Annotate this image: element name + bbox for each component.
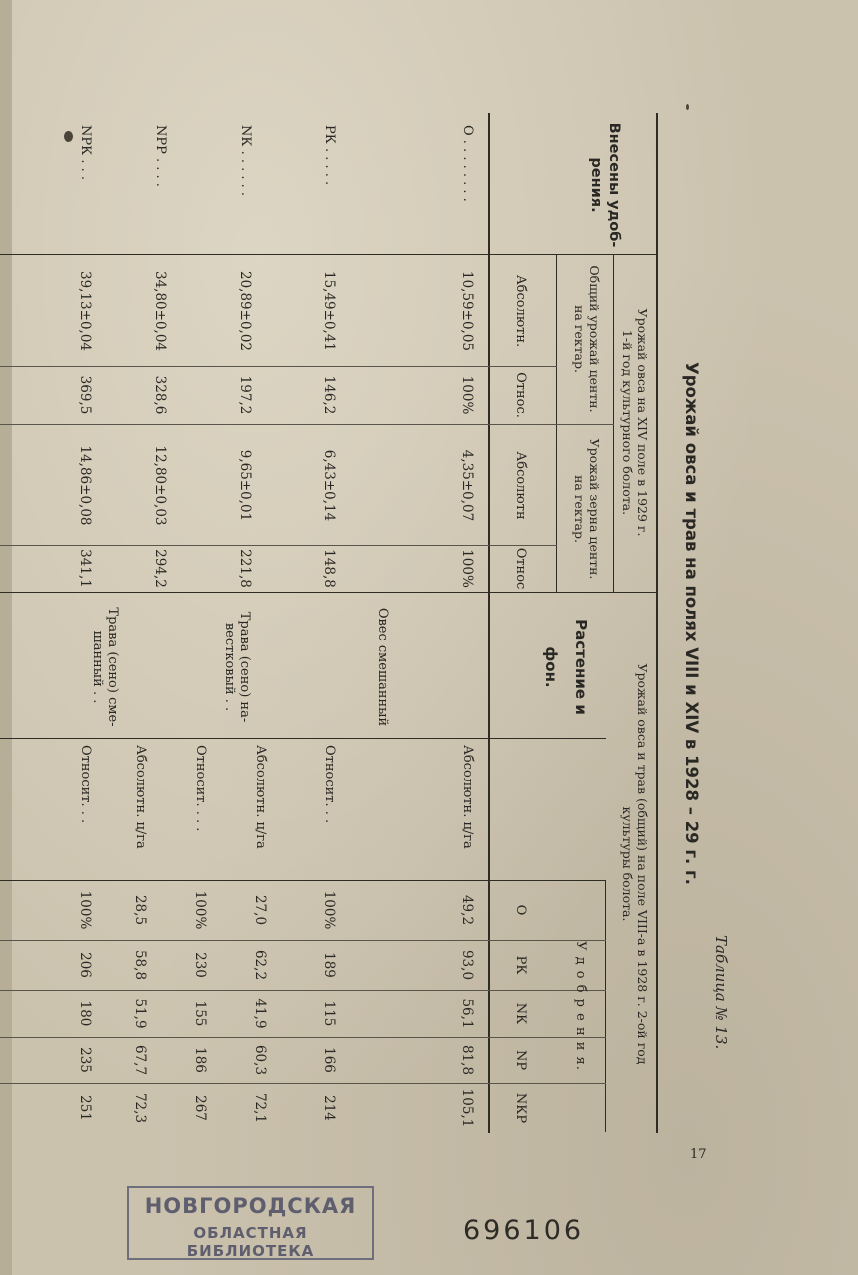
fert-value: 100%: [192, 890, 208, 930]
plant-grass-lime: Трава (сено) на- вестковый . .: [222, 611, 252, 723]
cell-abs-grain: 4,35±0,07: [459, 449, 475, 522]
plant-oats-mixed: Овес смешанный: [375, 607, 390, 727]
fert-value: 49,2: [459, 894, 475, 926]
cell-abs-grain: 12,80±0,03: [152, 445, 168, 526]
sub-header-total: Общий урожай центн. на гектар.: [572, 265, 602, 413]
fert-value: 189: [321, 952, 337, 978]
measure-label: Абсолютн. ц/га: [133, 745, 148, 849]
fert-value: 67,7: [132, 1044, 148, 1076]
cell-rel-total: 146,2: [321, 375, 337, 415]
cell-abs-total: 34,80±0,04: [152, 270, 168, 352]
rule-top: [656, 113, 658, 1133]
col-sep-total-grain: [0, 424, 614, 425]
fert-value: 51,9: [132, 998, 148, 1029]
inventory-number: 696106: [463, 1215, 585, 1246]
table-title: Урожай овса и трав на полях VIII и XIV в 1928 – 29 г. г.: [682, 362, 701, 885]
fert-value: 267: [192, 1095, 208, 1121]
fert-value: 251: [77, 1095, 93, 1121]
fert-col-NK: NК: [513, 1002, 528, 1025]
measure-label: Относит. . .: [78, 745, 93, 824]
fert-value: 235: [77, 1047, 93, 1073]
fert-value: 166: [321, 1047, 337, 1073]
rule-header-bottom: [488, 113, 490, 1133]
cell-rel-grain: 148,8: [321, 549, 337, 588]
cell-rel-total: 100%: [459, 375, 475, 415]
fert-value: 41,9: [252, 998, 268, 1029]
row-label-O: О . . . . . . . .: [460, 125, 475, 202]
row-label-NK: NК . . . . . .: [238, 125, 253, 197]
cell-rel-grain: 294,2: [152, 549, 168, 588]
cell-rel-grain: 341,1: [77, 549, 93, 588]
fert-value: 115: [321, 1000, 337, 1027]
fert-value: 72,1: [252, 1092, 268, 1124]
cell-abs-grain: 9,65±0,01: [237, 449, 253, 522]
fert-value: 56,1: [459, 998, 475, 1029]
fert-value: 100%: [77, 890, 93, 930]
table-number: Таблица № 13.: [712, 935, 730, 1050]
fert-value: 180: [77, 1000, 93, 1027]
library-stamp: [127, 1186, 374, 1260]
cell-rel-grain: 100%: [459, 549, 475, 588]
col-header-rel-total: Относ.: [513, 372, 528, 418]
fert-value: 60,3: [252, 1044, 268, 1076]
measure-label: Абсолютн. ц/га: [253, 745, 268, 849]
rule-fert-group: [605, 880, 606, 1132]
cell-rel-total: 197,2: [237, 375, 253, 415]
fert-value: 214: [321, 1095, 337, 1121]
row-label-PK: РК . . . . .: [322, 125, 337, 186]
col-header-abs-grain: Абсолютн: [513, 451, 528, 520]
rule-left-group: [613, 254, 614, 592]
fert-col-NKP: NКР: [513, 1092, 528, 1124]
measure-label: Абсолютн. ц/га: [460, 745, 475, 849]
fert-value: 81,8: [459, 1044, 475, 1076]
col-sep-plant: [0, 738, 606, 739]
fert-value: 27,0: [252, 894, 268, 926]
cell-abs-grain: 6,43±0,14: [321, 449, 337, 522]
cell-abs-grain: 14,86±0,08: [77, 445, 93, 526]
fert-value: 62,2: [252, 949, 268, 981]
rule-left-sub: [556, 254, 557, 592]
page-number: 17: [690, 1147, 707, 1162]
fert-col-O: О: [513, 904, 528, 916]
stamp-line-2: ОБЛАСТНАЯ БИБЛИОТЕКА: [186, 1224, 315, 1260]
cell-abs-total: 15,49±0,41: [321, 270, 337, 352]
fert-value: 93,0: [459, 949, 475, 981]
plant-grass-mixed: Трава (сено) сме- шанный . .: [90, 607, 120, 727]
col-header-rel-grain: Относ: [513, 547, 528, 590]
left-group-header: Урожай овса на XIV поле в 1929 г. 1-й год культурного болота.: [620, 308, 650, 537]
col-sep-tables: [0, 592, 658, 593]
row-label-NPP: NРР . . . .: [153, 125, 168, 187]
plant-header: Растение и фон.: [542, 619, 590, 715]
sub-header-grain: Урожай зерна центн. на гектар.: [572, 438, 602, 580]
right-group-header: Урожай овса и трав (общий) на поле VIII-а в 1928 г. 2-ой год культуры болота.: [620, 663, 650, 1065]
col-sep-row-header: [0, 254, 658, 255]
fert-value: 155: [192, 1000, 208, 1027]
cell-rel-total: 328,6: [152, 375, 168, 415]
cell-rel-grain: 221,8: [237, 549, 253, 588]
measure-label: Относит. . .: [322, 745, 337, 824]
cell-abs-total: 10,59±0,05: [459, 270, 475, 352]
fert-value: 230: [192, 952, 208, 978]
fert-col-PK: РК: [513, 955, 528, 975]
row-header-fertilizers: Внесены удоб- рения.: [588, 122, 622, 248]
cell-rel-total: 369,5: [77, 375, 93, 415]
row-label-NPK: NРК . . .: [78, 125, 93, 180]
fert-value: 186: [192, 1047, 208, 1073]
fert-value: 206: [77, 952, 93, 978]
fert-value: 58,8: [132, 949, 148, 981]
fert-value: 100%: [321, 890, 337, 930]
fert-col-NP: NР: [513, 1049, 528, 1071]
cell-abs-total: 39,13±0,04: [77, 270, 93, 352]
fert-value: 105,1: [459, 1088, 475, 1128]
cell-abs-total: 20,89±0,02: [237, 270, 253, 352]
fert-value: 72,3: [132, 1092, 148, 1124]
stamp-line-1: НОВГОРОДСКАЯ: [144, 1194, 357, 1218]
measure-label: Относит. . . .: [193, 745, 208, 832]
fert-value: 28,5: [132, 894, 148, 926]
fertilizer-header: У д о б р е н и я.: [573, 941, 588, 1071]
col-header-abs-total: Абсолютн.: [513, 274, 528, 348]
